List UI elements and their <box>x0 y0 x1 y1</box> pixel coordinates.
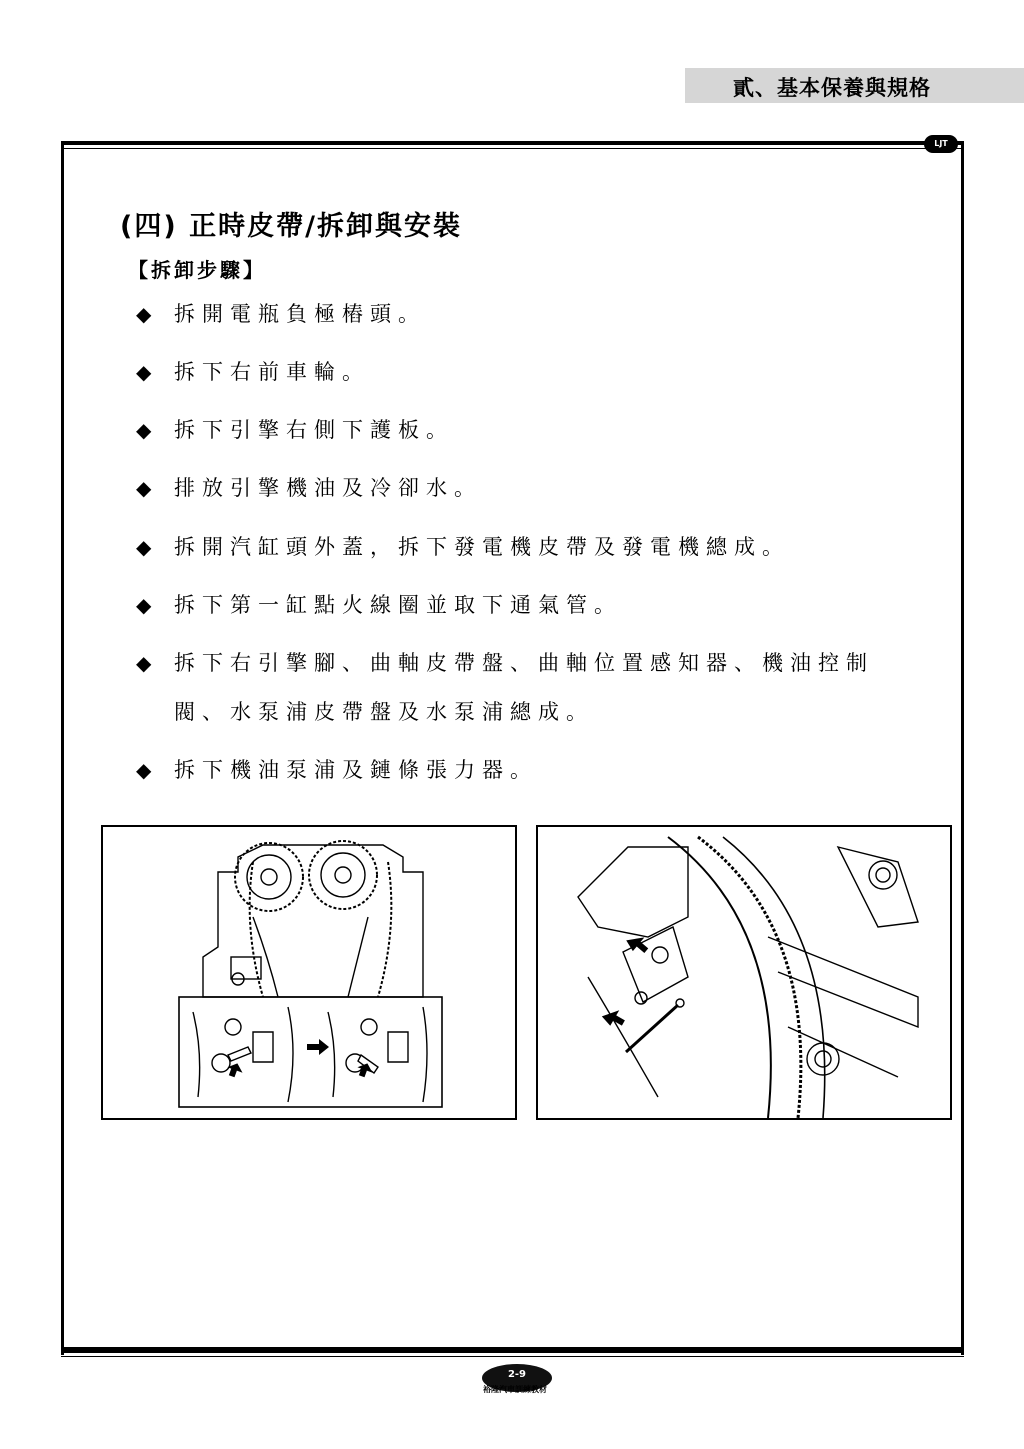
header-tab <box>685 68 1024 103</box>
step-text: 拆下引擎右側下護板。 <box>174 418 454 442</box>
step-item <box>136 641 874 685</box>
footer-caption: 裕隆汽車訓練教材 <box>483 1385 547 1394</box>
chapter-title: 貳、基本保養與規格 <box>733 76 931 100</box>
step-item <box>136 292 426 336</box>
figure-tensioner-pin <box>536 825 952 1120</box>
step-text: 拆下右前車輪。 <box>174 360 370 384</box>
page-number-badge: 2-9 <box>482 1364 552 1392</box>
step-item <box>136 466 482 510</box>
step-text: 拆下右引擎腳、曲軸皮帶盤、曲軸位置感知器、機油控制 <box>174 651 874 675</box>
step-text: 排放引擎機油及冷卻水。 <box>174 476 482 500</box>
diamond-bullet-icon: ◆ <box>136 593 152 617</box>
bottom-rule <box>61 1347 964 1353</box>
step-item <box>136 350 370 394</box>
step-text: 拆下第一缸點火線圈並取下通氣管。 <box>174 593 622 617</box>
diamond-bullet-icon: ◆ <box>136 360 152 384</box>
subsection-title: 【拆卸步驟】 <box>128 258 266 282</box>
diamond-bullet-icon: ◆ <box>136 535 152 559</box>
diamond-bullet-icon: ◆ <box>136 651 152 675</box>
section-title: (四) 正時皮帶/拆卸與安裝 <box>120 211 462 242</box>
step-item <box>136 408 454 452</box>
diamond-bullet-icon: ◆ <box>136 476 152 500</box>
step-text: 閥、水泵浦皮帶盤及水泵浦總成。 <box>174 700 594 724</box>
step-item <box>136 525 790 569</box>
step-item <box>136 583 622 627</box>
tensioner-pin-illustration <box>538 827 950 1118</box>
top-rule <box>61 141 964 145</box>
step-text: 拆開電瓶負極樁頭。 <box>174 302 426 326</box>
timing-chain-illustration <box>103 827 515 1118</box>
bottom-rule-thin <box>61 1356 964 1357</box>
diamond-bullet-icon: ◆ <box>136 758 152 782</box>
diamond-bullet-icon: ◆ <box>136 418 152 442</box>
step-text: 拆下機油泵浦及鏈條張力器。 <box>174 758 538 782</box>
figure-timing-chain <box>101 825 517 1120</box>
diamond-bullet-icon: ◆ <box>136 302 152 326</box>
step-item <box>136 748 538 792</box>
step-item-continuation <box>174 690 594 734</box>
top-rule-thin <box>61 148 964 149</box>
brand-logo: LJT <box>924 135 958 153</box>
step-text: 拆開汽缸頭外蓋，拆下發電機皮帶及發電機總成。 <box>174 535 790 559</box>
